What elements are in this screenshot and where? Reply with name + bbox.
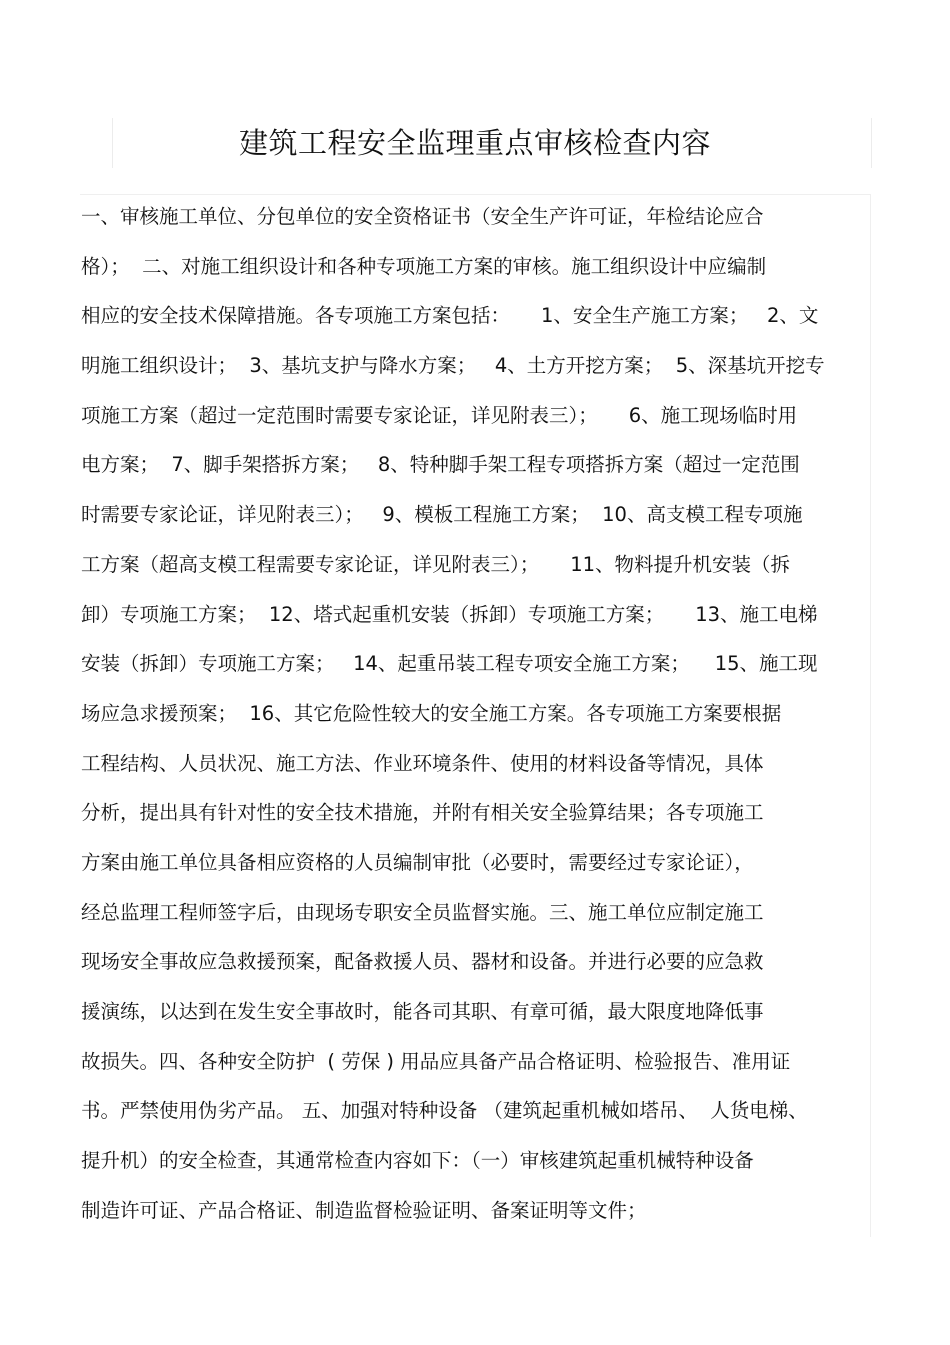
text-line: 安装（拆卸）专项施工方案； 14、起重吊装工程专项安全施工方案； 15、施工现: [81, 652, 818, 676]
text-line: 提升机）的安全检查，其通常检查内容如下：（一）审核建筑起重机械特种设备: [81, 1149, 754, 1173]
text-line: 工程结构、人员状况、施工方法、作业环境条件、使用的材料设备等情况，具体: [81, 751, 764, 775]
text-line: 时需要专家论证，详见附表三）； 9、模板工程施工方案； 10、高支模工程专项施: [81, 503, 803, 527]
text-line: 场应急求援预案； 16、其它危险性较大的安全施工方案。各专项施工方案要根据: [81, 701, 782, 725]
text-line: 分析，提出具有针对性的安全技术措施，并附有相关安全验算结果；各专项施工: [81, 801, 764, 825]
text-line: 明施工组织设计； 3、基坑支护与降水方案； 4、土方开挖方案； 5、深基坑开挖专: [81, 354, 825, 378]
text-line: 故损失。四、各种安全防护 ( 劳保 ) 用品应具备产品合格证明、检验报告、准用证: [81, 1049, 791, 1073]
text-line: 格）； 二、对施工组织设计和各种专项施工方案的审核。施工组织设计中应编制: [81, 254, 767, 278]
document-title: 建筑工程安全监理重点审核检查内容: [238, 126, 711, 160]
text-line: 方案由施工单位具备相应资格的人员编制审批（必要时，需要经过专家论证），: [81, 850, 754, 874]
text-line: 项施工方案（超过一定范围时需要专家论证，详见附表三）； 6、施工现场临时用: [81, 403, 798, 427]
body-text: [81, 199, 871, 1242]
text-line: 相应的安全技术保障措施。各专项施工方案包括： 1、安全生产施工方案； 2、文: [81, 304, 819, 328]
text-line: 援演练，以达到在发生安全事故时，能各司其职、有章可循，最大限度地降低事: [81, 1000, 764, 1023]
text-line: 工方案（超高支模工程需要专家论证，详见附表三）； 11、物料提升机安装（拆: [81, 552, 791, 576]
text-line: 现场安全事故应急救援预案，配备救援人员、器材和设备。并进行必要的应急救: [81, 950, 764, 974]
text-line: 制造许可证、产品合格证、制造监督检验证明、备案证明等文件；: [81, 1198, 647, 1222]
text-line: 书。严禁使用伪劣产品。 五、加强对特种设备 （建筑起重机械如塔吊、 人货电梯、: [81, 1099, 808, 1123]
text-line: 一、审核施工单位、分包单位的安全资格证书（安全生产许可证，年检结论应合: [81, 205, 764, 228]
text-line: 经总监理工程师签字后，由现场专职安全员监督实施。三、施工单位应制定施工: [81, 900, 764, 924]
text-line: 卸）专项施工方案； 12、塔式起重机安装（拆卸）专项施工方案； 13、施工电梯: [81, 602, 818, 626]
text-line: 电方案； 7、脚手架搭拆方案； 8、特种脚手架工程专项搭拆方案（超过一定范围: [81, 453, 800, 477]
